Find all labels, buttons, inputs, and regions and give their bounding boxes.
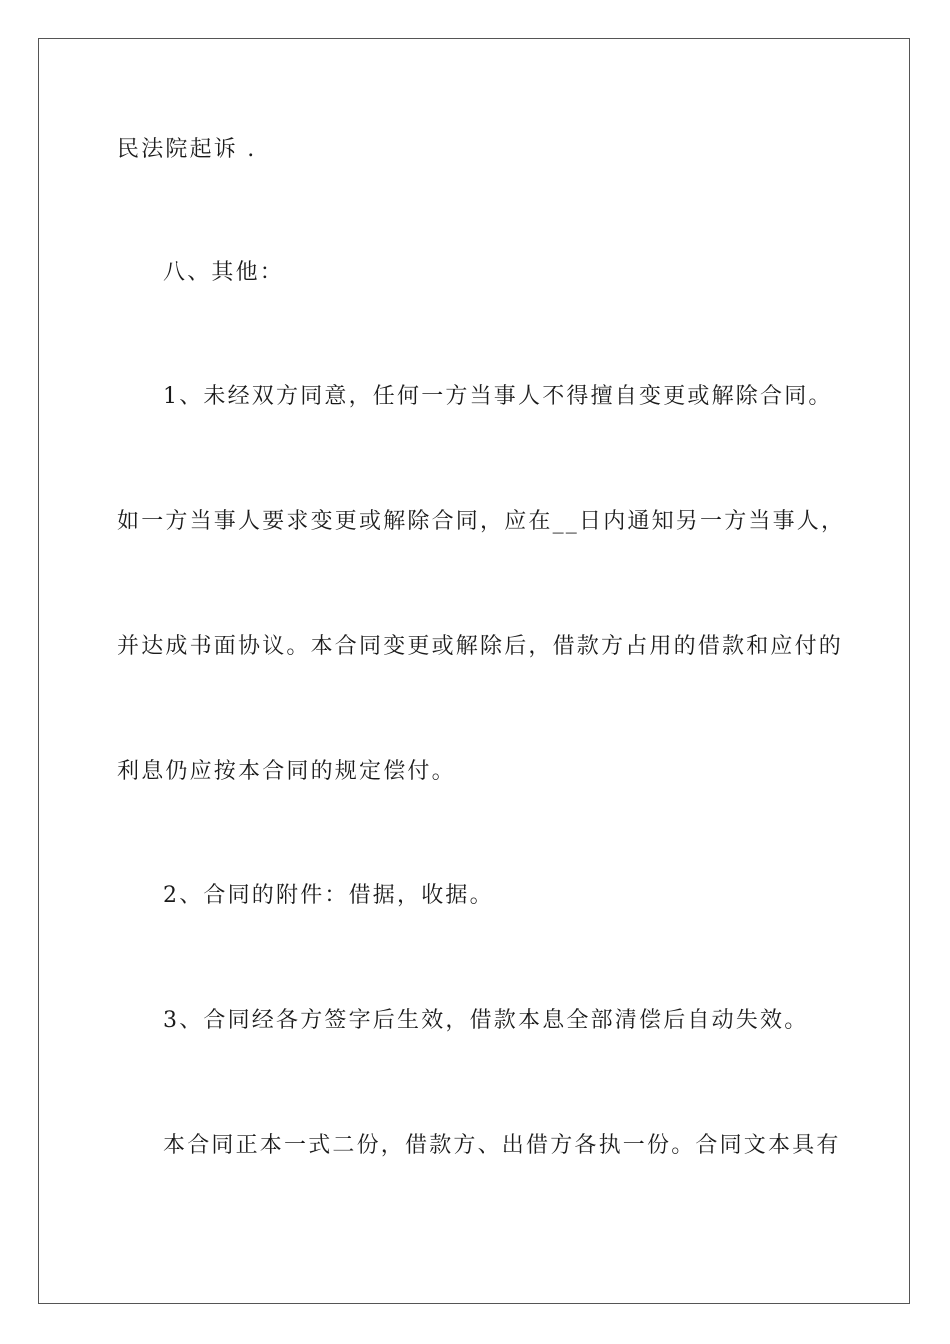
clause-1-line-4: 利息仍应按本合同的规定偿付。 [117,759,456,784]
text-line-1: 民法院起诉 . [117,137,257,162]
clause-1-line-1: 1、未经双方同意，任何一方当事人不得擅自变更或解除合同。 [163,384,833,409]
page-border [38,38,910,1304]
clause-2: 2、合同的附件：借据，收据。 [163,883,494,908]
clause-1-line-2: 如一方当事人要求变更或解除合同，应在__日内通知另一方当事人， [117,509,846,534]
clause-1-line-3: 并达成书面协议。本合同变更或解除后，借款方占用的借款和应付的 [117,634,844,659]
copies-clause: 本合同正本一式二份，借款方、出借方各执一份。合同文本具有 [163,1133,841,1158]
section-heading-other: 八、其他： [163,260,285,285]
clause-3: 3、合同经各方签字后生效，借款本息全部清偿后自动失效。 [163,1008,809,1033]
